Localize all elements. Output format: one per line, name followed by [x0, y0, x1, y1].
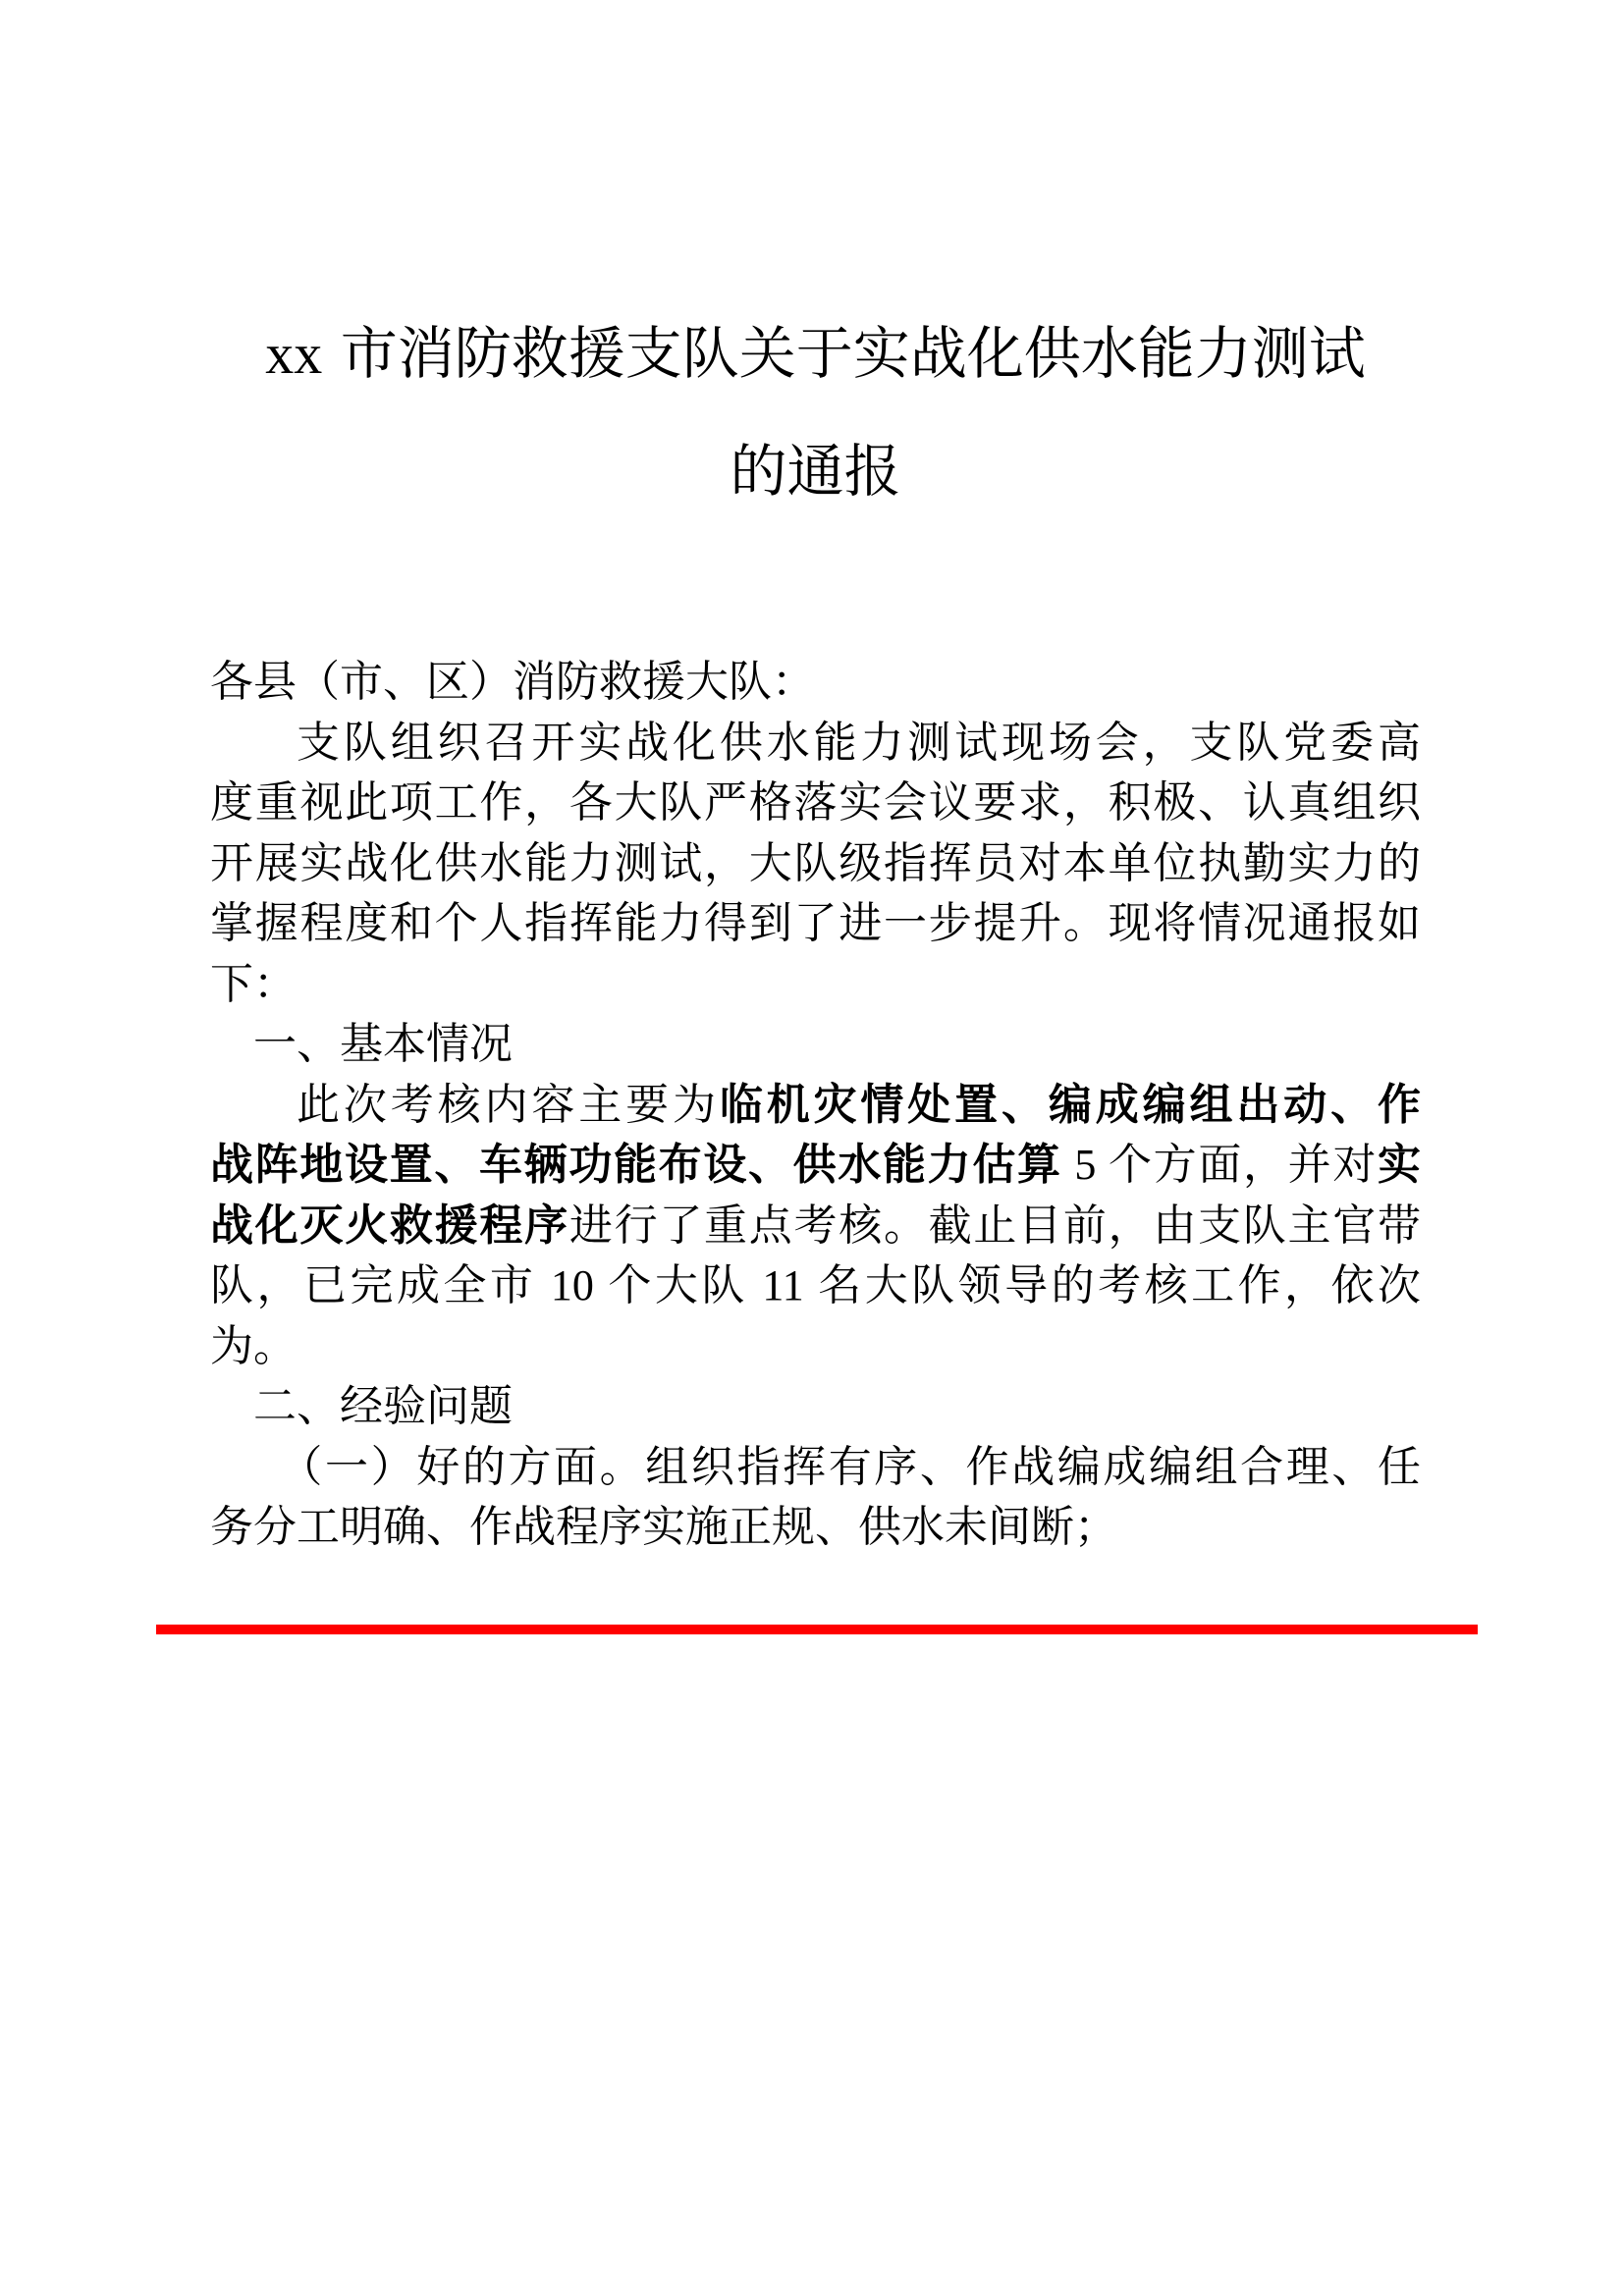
text-segment: 务分工明确、作战程序实施正规、供水未间断；: [210, 1502, 1117, 1552]
text-line: [210, 1316, 1421, 1377]
text-segment: 5: [1061, 1141, 1110, 1189]
bold-text: 战阵地设置、车辆功能布设、供水能力估算: [210, 1140, 1062, 1190]
title-prefix: xx: [265, 322, 323, 386]
bold-text: 临机灾情处置、编成编组出动、作: [719, 1079, 1422, 1130]
text-line: [210, 1255, 1421, 1316]
text-segment: 此次考核内容主要为: [297, 1079, 720, 1130]
text-segment: （一）好的方面。组织指挥有序、作战编成编组合理、任: [279, 1441, 1421, 1492]
text-segment: 名大队领导的考核工作，依次: [818, 1260, 1422, 1310]
text-segment: 支队组织召开实战化供水能力测试现场会，支队党委高: [297, 717, 1421, 768]
bold-text: 战化灭火救援程序: [210, 1200, 569, 1251]
text-line: [210, 652, 1421, 713]
text-segment: 一、基本情况: [253, 1019, 513, 1069]
red-divider-line: [156, 1625, 1478, 1634]
text-segment: 下：: [210, 958, 297, 1009]
text-segment: 开展实战化供水能力测试，大队级指挥员对本单位执勤实力的: [210, 837, 1421, 888]
text-line: [210, 1075, 1421, 1136]
text-line: [210, 1437, 1421, 1498]
text-segment: 10: [536, 1261, 609, 1309]
text-segment: 掌握程度和个人指挥能力得到了进一步提升。现将情况通报如: [210, 898, 1421, 948]
text-segment: 队，已完成全市: [210, 1260, 537, 1310]
text-segment: 进行了重点考核。截止目前，由支队主官带: [568, 1200, 1422, 1251]
document-body: [210, 652, 1421, 1558]
bold-text: 实: [1378, 1140, 1422, 1190]
title-text: 市消防救援支队关于实战化供水能力测试: [322, 320, 1366, 387]
text-line: [210, 893, 1421, 954]
text-segment: 二、经验问题: [253, 1381, 513, 1431]
text-segment: 各县（市、区）消防救援大队：: [210, 657, 815, 707]
text-line: [210, 1135, 1421, 1196]
text-segment: 个方面，并对: [1109, 1140, 1379, 1190]
text-line: [210, 713, 1421, 774]
text-line: [210, 1376, 1421, 1437]
text-line: [210, 773, 1421, 833]
text-line: [210, 833, 1421, 894]
document-title-line-1: [210, 319, 1421, 389]
document-title-line-2: 的通报: [730, 438, 901, 505]
text-line: [210, 1497, 1421, 1558]
text-segment: 11: [747, 1261, 819, 1309]
text-line: [210, 1196, 1421, 1256]
text-segment: 度重视此项工作，各大队严格落实会议要求，积极、认真组织: [210, 777, 1421, 828]
text-line: [210, 1014, 1421, 1075]
text-segment: 个大队: [608, 1260, 748, 1310]
text-segment: 为。: [210, 1320, 297, 1371]
text-line: [210, 954, 1421, 1015]
